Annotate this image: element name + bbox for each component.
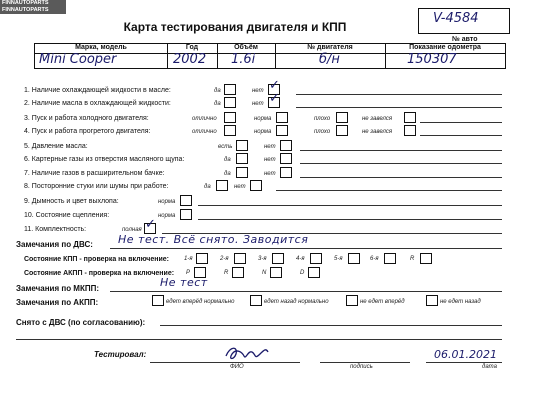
item-10-opt1-box[interactable] [180, 209, 192, 220]
kpp-gear-4-label: 4-я [296, 256, 305, 262]
item-3-opt4-label: не завелся [362, 116, 393, 122]
akpp-gear-r-label: R [224, 270, 229, 276]
col-year: Год [185, 44, 199, 51]
kpp-state-label: Состояние КПП - проверка на включение: [24, 256, 169, 263]
item-8-line [276, 190, 502, 191]
col-odometer: Показание одометра [409, 44, 481, 51]
tested-label: Тестировал: [94, 350, 147, 359]
item-5-opt2-box[interactable] [280, 140, 292, 151]
col-engine-no: № двигателя [307, 44, 353, 51]
removed-label: Снято с ДВС (по согласованию): [16, 318, 146, 327]
item-11-opt1-label: полная [122, 227, 142, 233]
item-1-opt2-label: нет [252, 88, 264, 94]
item-5-opt1-label: есть [218, 144, 233, 150]
item-4-opt1-label: отлично [192, 129, 217, 135]
akpp-opt-3-box[interactable] [346, 295, 358, 306]
signature-icon [222, 342, 272, 364]
vehicle-table [34, 43, 506, 69]
item-8-label: 8. Посторонние стуки или шумы при работе: [24, 183, 169, 190]
akpp-opt-1-label: едет вперёд нормально [166, 299, 235, 305]
akpp-opt-2-label: едет назад нормально [264, 299, 329, 305]
kpp-gear-2-label: 2-я [220, 256, 229, 262]
fio-label: ФИО [230, 364, 244, 370]
item-2-opt2-label: нет [252, 101, 264, 107]
item-9-label: 9. Дымность и цвет выхлопа: [24, 198, 119, 205]
item-8-opt1-label: да [204, 184, 211, 190]
item-6-opt1-box[interactable] [236, 153, 248, 164]
item-1-opt1-box[interactable] [224, 84, 236, 95]
kpp-gear-6-label: 6-я [370, 256, 379, 262]
item-11-check-icon: ✓ [145, 217, 156, 232]
item-2-opt1-label: да [214, 101, 221, 107]
item-3-label: 3. Пуск и работа холодного двигателя: [24, 115, 149, 122]
watermark-line1: FINNAUTOPARTS [2, 0, 49, 6]
item-8-opt1-box[interactable] [216, 180, 228, 191]
kpp-gear-5-label: 5-я [334, 256, 343, 262]
item-7-opt1-label: да [224, 171, 231, 177]
item-10-line [198, 219, 502, 220]
item-4-opt4-label: не завелся [362, 129, 393, 135]
page-title: Карта тестирования двигателя и КПП [123, 20, 347, 34]
remarks-engine-value: Не тест. Всё снято. Заводится [118, 233, 309, 246]
item-9-line [198, 205, 502, 206]
kpp-gear-1-label: 1-я [184, 256, 193, 262]
kpp-gear-5-box[interactable] [348, 253, 360, 264]
item-3-opt2-label: норма [254, 116, 272, 122]
kpp-gear-1-box[interactable] [196, 253, 208, 264]
kpp-gear-6-box[interactable] [384, 253, 396, 264]
item-6-label: 6. Картерные газы из отверстия масляного щупа: [24, 156, 185, 163]
item-5-label: 5. Давление масла: [24, 143, 88, 150]
item-2-check-icon: ✓ [269, 91, 280, 106]
item-5-opt2-label: нет [264, 144, 276, 150]
akpp-gear-n-box[interactable] [270, 267, 282, 278]
item-7-label: 7. Наличие газов в расширительном бачке: [24, 170, 165, 177]
item-7-opt2-label: нет [264, 171, 276, 177]
auto-no-box [418, 8, 510, 34]
akpp-opt-4-label: не едет назад [440, 299, 481, 305]
akpp-opt-2-box[interactable] [250, 295, 262, 306]
item-3-opt4-box[interactable] [404, 112, 416, 123]
value-volume: 1.6i [231, 52, 256, 67]
removed-line [160, 325, 502, 326]
value-model: Mini Cooper [39, 52, 117, 67]
item-6-line [300, 163, 502, 164]
item-5-line [300, 150, 502, 151]
kpp-gear-3-box[interactable] [272, 253, 284, 264]
auto-no-value: V-4584 [433, 11, 479, 26]
item-4-opt3-label: плохо [314, 129, 331, 135]
remarks-engine-label: Замечания по ДВС: [16, 240, 93, 249]
item-3-opt1-box[interactable] [224, 112, 236, 123]
kpp-gear-3-label: 3-я [258, 256, 267, 262]
item-2-opt1-box[interactable] [224, 97, 236, 108]
item-10-label: 10. Состояние сцепления: [24, 212, 110, 219]
item-11-label: 11. Комплектность: [24, 226, 87, 233]
col-model: Марка, модель [75, 44, 127, 51]
item-1-opt1-label: да [214, 88, 221, 94]
auto-no-label: № авто [452, 36, 478, 43]
remarks-mkpp-value: Не тест [160, 276, 208, 289]
akpp-gear-p-label: P [186, 270, 191, 276]
item-4-opt2-label: норма [254, 129, 272, 135]
signature-line [320, 362, 410, 363]
watermark-logo [0, 0, 66, 14]
item-7-line [300, 177, 502, 178]
kpp-gear-2-box[interactable] [234, 253, 246, 264]
akpp-opt-4-box[interactable] [426, 295, 438, 306]
item-1-label: 1. Наличие охлаждающей жидкости в масле: [24, 87, 171, 94]
signature-label: подпись [350, 364, 373, 370]
item-4-opt1-box[interactable] [224, 125, 236, 136]
kpp-gear-r-box[interactable] [420, 253, 432, 264]
blank-line-1 [16, 339, 502, 340]
item-8-opt2-box[interactable] [250, 180, 262, 191]
item-1-line [296, 94, 502, 95]
item-1-check-icon: ✓ [269, 78, 280, 93]
item-4-opt2-box[interactable] [276, 125, 288, 136]
item-2-line [296, 107, 502, 108]
remarks-akpp-label: Замечания по АКПП: [16, 298, 99, 307]
akpp-opt-1-box[interactable] [152, 295, 164, 306]
item-7-opt1-box[interactable] [236, 167, 248, 178]
fio-line [150, 362, 300, 363]
date-value: 06.01.2021 [434, 348, 497, 361]
item-3-opt2-box[interactable] [276, 112, 288, 123]
watermark-line2: FINNAUTOPARTS [2, 7, 49, 13]
value-odometer: 150307 [407, 52, 457, 67]
item-6-opt2-label: нет [264, 157, 276, 163]
date-line [426, 362, 502, 363]
remarks-mkpp-label: Замечания по МКПП: [16, 284, 100, 293]
kpp-gear-4-box[interactable] [310, 253, 322, 264]
item-10-opt1-label: норма [158, 213, 176, 219]
item-5-opt1-box[interactable] [236, 140, 248, 151]
item-6-opt2-box[interactable] [280, 153, 292, 164]
akpp-opt-3-label: не едет вперёд [360, 299, 405, 305]
item-3-opt3-box[interactable] [336, 112, 348, 123]
remarks-mkpp-line [110, 291, 502, 292]
akpp-gear-d-box[interactable] [308, 267, 320, 278]
item-3-opt1-label: отлично [192, 116, 217, 122]
akpp-gear-d-label: D [300, 270, 305, 276]
item-7-opt2-box[interactable] [280, 167, 292, 178]
item-3-line [420, 122, 502, 123]
akpp-gear-n-label: N [262, 270, 267, 276]
item-4-opt4-box[interactable] [404, 125, 416, 136]
item-4-line [420, 135, 502, 136]
item-9-opt1-label: норма [158, 199, 176, 205]
item-8-opt2-label: нет [234, 184, 246, 190]
value-engine-no: б/н [319, 52, 340, 67]
item-4-opt3-box[interactable] [336, 125, 348, 136]
akpp-gear-r-box[interactable] [232, 267, 244, 278]
kpp-gear-r-label: R [410, 256, 415, 262]
item-6-opt1-label: да [224, 157, 231, 163]
col-volume: Объём [234, 44, 258, 51]
item-9-opt1-box[interactable] [180, 195, 192, 206]
item-4-label: 4. Пуск и работа прогретого двигателя: [24, 128, 151, 135]
item-2-label: 2. Наличие масла в охлаждающей жидкости: [24, 100, 171, 107]
value-year: 2002 [173, 52, 207, 67]
item-3-opt3-label: плохо [314, 116, 331, 122]
remarks-engine-line [110, 248, 502, 249]
date-label: дата [482, 364, 497, 370]
akpp-state-label: Состояние АКПП - проверка на включение: [24, 270, 175, 277]
